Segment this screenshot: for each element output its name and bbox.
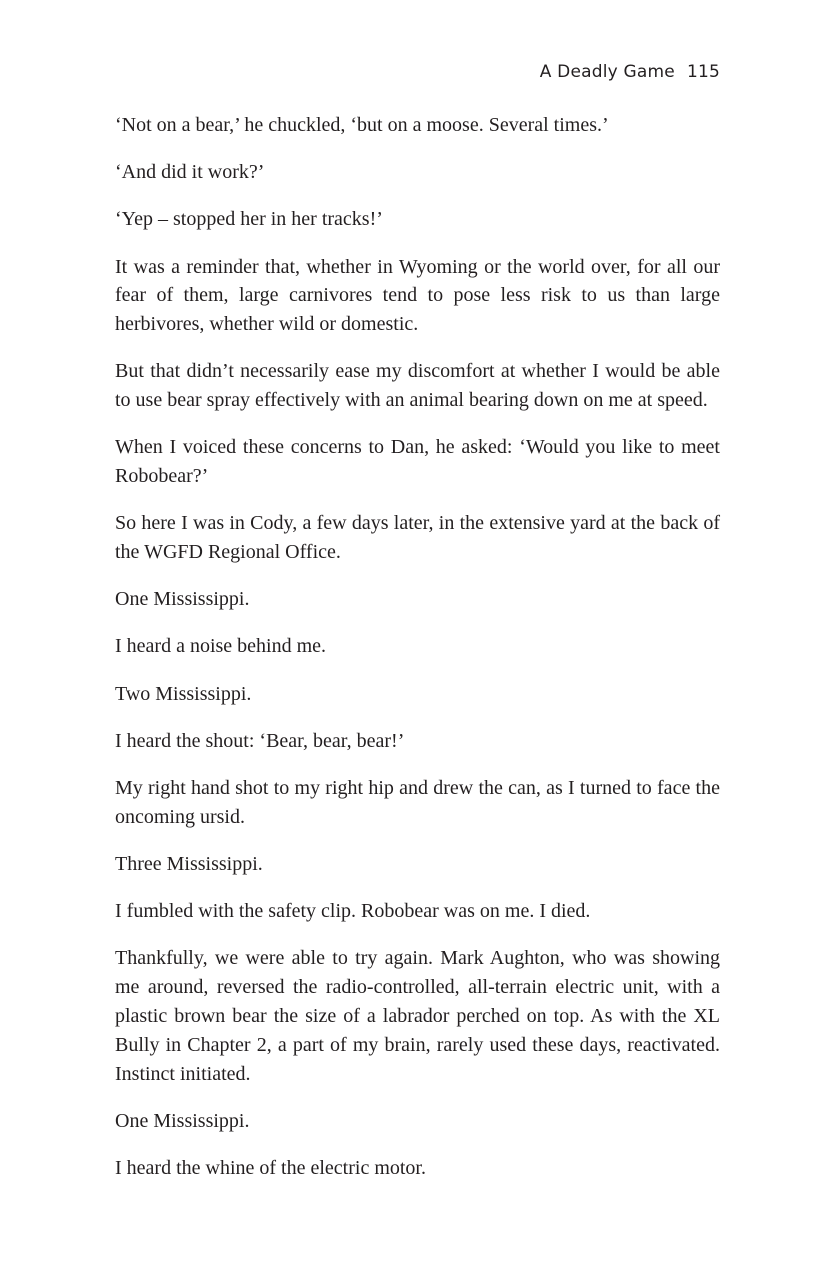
- paragraph: One Mississippi.: [115, 588, 250, 611]
- paragraph: But that didn’t necessarily ease my discomfort at whether I would be able to use bear spray effectively with an animal bearing down on me at speed.: [115, 360, 720, 412]
- paragraph: My right hand shot to my right hip and drew the can, as I turned to face the oncoming ursid.: [115, 777, 720, 828]
- paragraph: It was a reminder that, whether in Wyoming or the world over, for all our fear of them, large carnivores tend to pose less risk to us than large herbivores, whether wild or domestic.: [115, 255, 720, 336]
- paragraph: Two Mississippi.: [115, 682, 252, 705]
- paragraph: I heard a noise behind me.: [115, 635, 327, 658]
- paragraph: I fumbled with the safety clip. Robobear was on me. I died.: [115, 900, 591, 923]
- paragraph: So here I was in Cody, a few days later, in the extensive yard at the back of the WGFD Regional Office.: [115, 512, 720, 564]
- paragraph: When I voiced these concerns to Dan, he asked: ‘Would you like to meet Robobear?’: [115, 436, 720, 488]
- paragraph: Three Mississippi.: [115, 853, 263, 876]
- paragraph: ‘Yep – stopped her in her tracks!’: [115, 208, 383, 231]
- running-title: A Deadly Game: [539, 62, 675, 82]
- paragraph: I heard the whine of the electric motor.: [115, 1156, 426, 1179]
- running-head: [540, 62, 720, 82]
- paragraph: One Mississippi.: [115, 1109, 250, 1132]
- paragraph: ‘And did it work?’: [115, 161, 265, 184]
- body-text: [115, 111, 720, 1201]
- paragraph: Thankfully, we were able to try again. Mark Aughton, who was showing me around, reversed the radio-controlled, all-terrain electric unit, with a plastic brown bear the size of a labrador perched on top. As with the XL Bully in Chapter 2, a part of my brain, rarely used these days, reactivated. Instinct initiated.: [115, 947, 720, 1085]
- page-number: 115: [686, 62, 720, 82]
- paragraph: ‘Not on a bear,’ he chuckled, ‘but on a moose. Several times.’: [115, 114, 609, 136]
- paragraph: I heard the shout: ‘Bear, bear, bear!’: [115, 729, 405, 752]
